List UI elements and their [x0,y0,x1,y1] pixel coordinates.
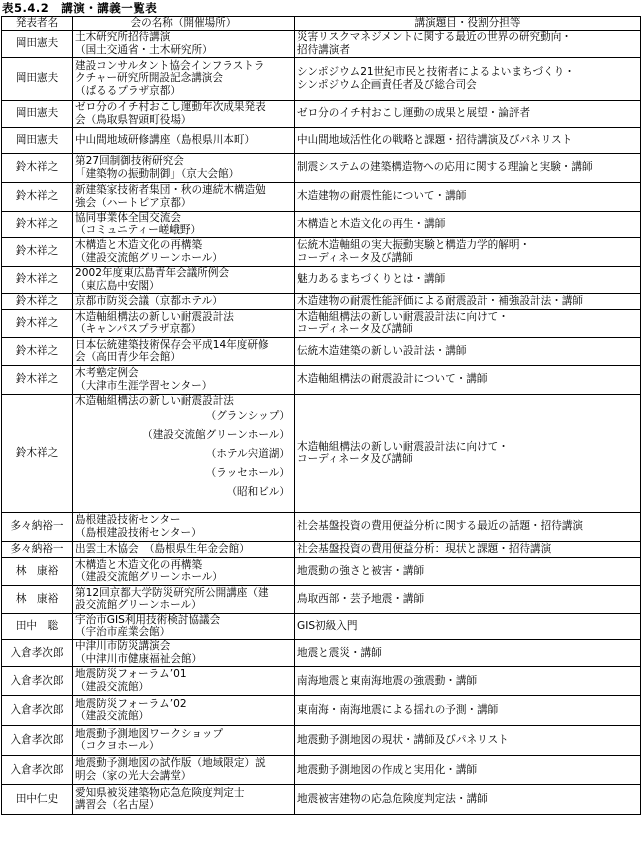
venue-line: 愛知県被災建築物応急危険度判定士 [75,786,245,799]
venue-cell [73,725,295,755]
venue-line: 協同事業体全国交流会 [75,211,181,224]
topic-cell [295,639,641,666]
topic-line: シンポジウム21世紀市民と技術者によるよいまちづくり・ [297,66,575,78]
topic-cell [295,266,641,293]
topic-line: コーディネータ及び講師 [297,453,413,466]
venue-cell [73,755,295,784]
header-row [2,17,641,31]
venue-cell [73,337,295,365]
table-row [2,639,641,666]
venue-line: 地震動予測地図の試作版（地域限定）説 [75,757,266,770]
topic-line: 地震被害建物の応急危険度判定法・講師 [297,793,488,806]
topic-line: 木造軸組構法の耐震設計について・講師 [297,373,488,386]
topic-line: 木造建物の耐震性能評価による耐震設計・補強設計法・講師 [297,294,584,307]
topic-cell [295,182,641,211]
table-row [2,237,641,266]
topic-line: 災害リスクマネジメントに関する最近の世界の研究動向・ [297,31,572,43]
venue-line: （キャンパスプラザ京都） [75,323,202,336]
venue-line: 島根建設技術センター [75,514,181,527]
venue-cell [73,557,295,585]
venue-line: （中津川市健康福祉会館） [75,652,203,665]
topic-cell [295,30,641,57]
lecture-table [1,16,641,815]
topic-cell [295,394,641,512]
presenter-cell: 鈴木祥之 [2,266,73,293]
venue-line: 宇治市GIS利用技術検討協議会 [75,613,221,626]
table-title: 表5.4.2 講演・講義一覧表 [2,1,158,15]
venue-line: （建設交流館） [75,680,150,693]
topic-line: 木造建物の耐震性能について・講師 [297,190,467,203]
venue-line: （宇治市産業会館） [75,626,171,639]
venue-line: 第12回京都大学防災研究所公開講座（建 [75,586,269,599]
topic-line: 地震動の強さと被害・講師 [297,564,425,577]
topic-line: 地震動予測地図の作成と実用化・講師 [297,763,478,776]
topic-cell [295,365,641,394]
venue-line: （コクヨホール） [75,740,160,753]
venue-cell [73,153,295,182]
venue-line: 木構造と木造文化の再構築 [75,558,203,571]
venue-line: 地震防災フォーラム’01 [75,668,187,681]
venue-location-line: （ホテル宍道湖） [205,448,290,461]
presenter-cell: 岡田憲夫 [2,30,73,57]
venue-line: （建設交流館グリーンホール） [75,251,223,264]
venue-cell [73,57,295,100]
header-topic: 講演題目・役割分担等 [295,17,641,31]
topic-cell [295,337,641,365]
topic-line: 招待講演者 [297,43,350,56]
venue-cell [73,237,295,266]
topic-cell [295,666,641,695]
presenter-cell: 入倉孝次郎 [2,755,73,784]
venue-cell [73,541,295,557]
table-row [2,100,641,127]
table-row [2,557,641,585]
topic-line: 魅力あるまちづくりとは・講師 [297,273,446,286]
table-row [2,211,641,237]
topic-cell [295,541,641,557]
topic-line: 制震システムの建築構造物への応用に関する理論と実験・講師 [297,161,593,174]
topic-line: 木造軸組構法の新しい耐震設計法に向けて・ [297,310,509,323]
table-row [2,666,641,695]
topic-cell [295,613,641,639]
topic-line: シンポジウム企画責任者及び総合司会 [297,78,477,91]
venue-cell [73,309,295,337]
presenter-cell: 岡田憲夫 [2,127,73,153]
table-row [2,57,641,100]
presenter-cell: 岡田憲夫 [2,100,73,127]
presenter-cell: 鈴木祥之 [2,293,73,309]
table-row [2,365,641,394]
venue-line: 木造軸組構法の新しい耐震設計法 [75,310,234,323]
venue-line: 出雲土木協会 （島根県生年金会館） [75,542,250,555]
presenter-cell: 鈴木祥之 [2,211,73,237]
presenter-cell: 鈴木祥之 [2,237,73,266]
presenter-cell: 鈴木祥之 [2,182,73,211]
venue-cell [73,211,295,237]
topic-line: 東南海・南海地震による揺れの予測・講師 [297,704,499,717]
table-row [2,30,641,57]
table-row [2,541,641,557]
venue-cell [73,585,295,613]
venue-line: 木考塾定例会 [75,367,139,380]
venue-line: 建設コンサルタント協会インフラストラ [75,59,265,72]
presenter-cell: 入倉孝次郎 [2,639,73,666]
presenter-cell: 林 康裕 [2,557,73,585]
venue-line: （国土交通省・土木研究所） [75,43,213,56]
venue-cell [73,613,295,639]
venue-line: 中津川市防災講演会 [75,640,171,653]
venue-line: 明会（家の光大会講堂） [75,769,192,782]
topic-cell [295,127,641,153]
presenter-cell: 鈴木祥之 [2,337,73,365]
presenter-cell: 岡田憲夫 [2,57,73,100]
table-row [2,309,641,337]
venue-line: （コミュニティー嵯峨野） [75,224,202,237]
topic-line: 社会基盤投資の費用便益分析に関する最近の話題・招待講演 [297,520,584,533]
venue-line: 京都市防災会議（京都ホテル） [75,294,223,307]
venue-cell [73,365,295,394]
topic-line: コーディネータ及び講師 [297,251,413,264]
venue-line: （建設交流館） [75,710,150,723]
venue-cell [73,394,295,512]
topic-cell [295,512,641,541]
venue-line: 2002年度東広島青年会議所例会 [75,267,230,280]
venue-location-line: （ラッセホール） [205,467,290,480]
venue-line: 会（高田青少年会館） [75,351,181,364]
table-row [2,725,641,755]
venue-line: 新建築家技術者集団・秋の連続木構造勉 [75,184,266,196]
table-row [2,695,641,725]
venue-line: 中山間地域研修講座（島根県川本町） [75,133,256,146]
venue-line: （東広島中安閣） [75,279,160,292]
venue-line: 講習会（名古屋） [75,799,160,812]
venue-cell [73,100,295,127]
venue-cell [73,512,295,541]
topic-line: 社会基盤投資の費用便益分析：現状と課題・招待講演 [297,542,552,555]
venue-cell [73,30,295,57]
topic-line: 地震と震災・講師 [297,646,382,659]
topic-cell [295,293,641,309]
header-presenter: 発表者名 [2,17,73,31]
presenter-cell: 入倉孝次郎 [2,725,73,755]
topic-line: 伝統木造軸組の実大振動実験と構造力学的解明・ [297,239,531,252]
presenter-cell: 林 康裕 [2,585,73,613]
presenter-cell: 鈴木祥之 [2,365,73,394]
venue-cell [73,666,295,695]
topic-cell [295,557,641,585]
venue-line: 「建築物の振動制御」（京大会館） [75,167,240,180]
presenter-cell: 田中 聡 [2,613,73,639]
venue-line: 木造軸組構法の新しい耐震設計法 [75,394,234,407]
venue-line: （建設交流館グリーンホール） [75,571,223,584]
table-row [2,153,641,182]
presenter-cell: 多々納裕一 [2,512,73,541]
venue-line: クチャー研究所開設記念講演会 [75,72,223,85]
topic-cell [295,725,641,755]
venue-location-line: （グランシップ） [205,410,290,423]
table-row [2,755,641,784]
presenter-cell: 鈴木祥之 [2,394,73,512]
table-row [2,293,641,309]
topic-cell [295,784,641,814]
venue-line: 地震動予測地図ワークショップ [75,727,224,740]
topic-line: 木構造と木造文化の再生・講師 [297,217,446,230]
venue-cell [73,639,295,666]
topic-line: 木造軸組構法の新しい耐震設計法に向けて・ [297,440,509,453]
presenter-cell: 鈴木祥之 [2,309,73,337]
topic-cell [295,211,641,237]
venue-cell [73,695,295,725]
venue-line: 土木研究所招待講演 [75,31,171,43]
table-row [2,512,641,541]
table-row [2,266,641,293]
topic-line: ゼロ分のイチ村おこし運動の成果と展望・論評者 [297,107,531,120]
topic-cell [295,100,641,127]
presenter-cell: 入倉孝次郎 [2,695,73,725]
table-row [2,613,641,639]
topic-line: 南海地震と東南海地震の強震動・講師 [297,674,478,687]
presenter-cell: 田中仁史 [2,784,73,814]
venue-cell [73,127,295,153]
table-row [2,784,641,814]
topic-cell [295,755,641,784]
venue-line: 会（鳥取県智頭町役場） [75,113,192,126]
venue-cell [73,266,295,293]
venue-line: （大津市生涯学習センター） [75,379,213,392]
table-row [2,585,641,613]
header-venue: 会の名称（開催場所） [73,17,295,31]
venue-line: 第27回制御技術研究会 [75,155,184,167]
presenter-cell: 入倉孝次郎 [2,666,73,695]
venue-location-line: （昭和ビル） [226,486,290,499]
venue-line: （ぱるるプラザ京都） [75,84,181,97]
venue-line: 木構造と木造文化の再構築 [75,239,203,252]
presenter-cell: 鈴木祥之 [2,153,73,182]
venue-line: 強会（ハートピア京都） [75,196,192,209]
venue-line: （島根建設技術センター） [75,526,202,539]
venue-cell [73,784,295,814]
table-row [2,394,641,512]
topic-line: GIS初級入門 [297,620,358,633]
topic-cell [295,153,641,182]
venue-cell [73,182,295,211]
venue-location-line: （建設交流館グリーンホール） [142,429,290,442]
topic-cell [295,695,641,725]
venue-line: 日本伝統建築技術保存会平成14年度研修 [75,338,269,351]
topic-line: 伝統木造建築の新しい設計法・講師 [297,344,467,357]
topic-line: 鳥取西部・芸予地震・講師 [297,592,425,605]
table-row [2,127,641,153]
topic-line: 中山間地域活性化の戦略と課題・招待講演及びパネリスト [297,133,573,146]
topic-cell [295,585,641,613]
topic-cell [295,57,641,100]
topic-line: 地震動予測地図の現状・講師及びパネリスト [297,734,509,747]
topic-line: コーディネータ及び講師 [297,323,413,336]
venue-line: ゼロ分のイチ村おこし運動年次成果発表 [75,101,266,113]
table-row [2,337,641,365]
presenter-cell: 多々納裕一 [2,541,73,557]
venue-line: 設交流館グリーンホール） [75,599,202,612]
topic-cell [295,309,641,337]
venue-cell [73,293,295,309]
venue-line: 地震防災フォーラム’02 [75,697,187,710]
table-row [2,182,641,211]
topic-cell [295,237,641,266]
